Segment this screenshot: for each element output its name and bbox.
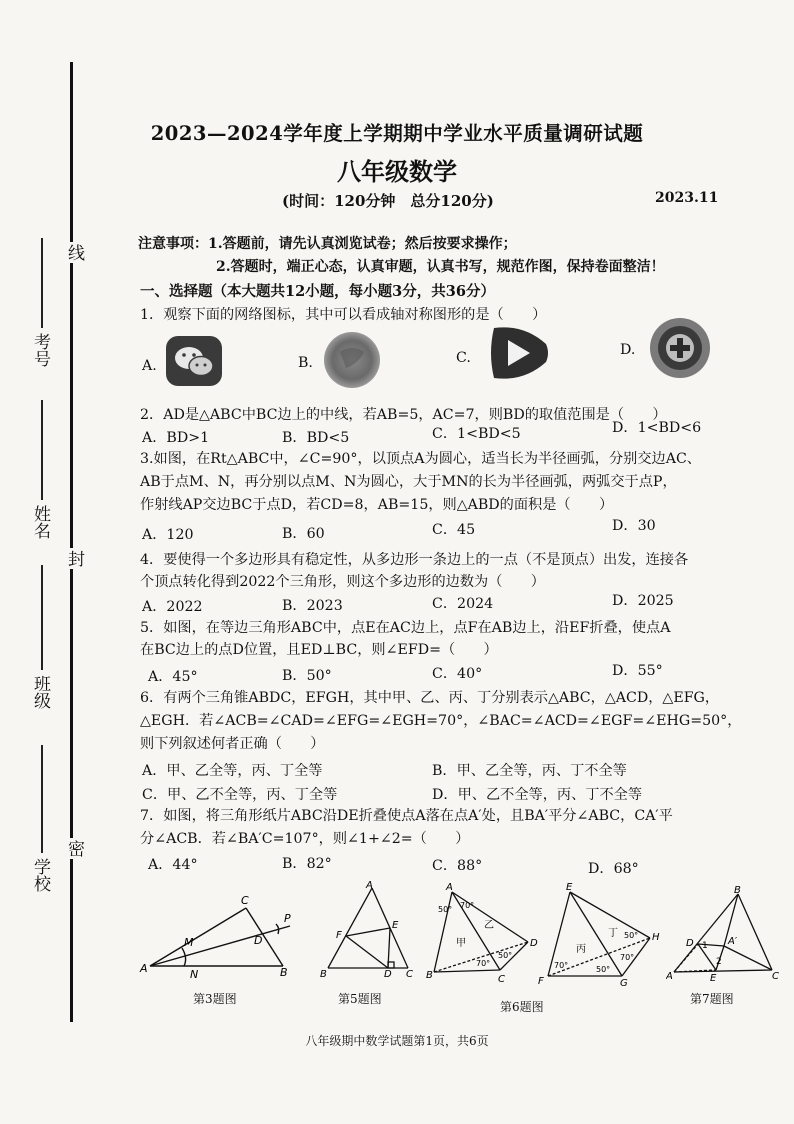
fig7-label-c: C: [772, 971, 779, 982]
page-footer: 八年级期中数学试题第1页，共6页: [305, 1034, 489, 1048]
section1-heading: 一、选择题（本大题共12小题，每小题3分，共36分）: [140, 283, 495, 300]
q1-stem: 1．观察下面的网络图标，其中可以看成轴对称图形的是（ ）: [140, 307, 547, 323]
fig3-caption: 第3题图: [193, 992, 237, 1006]
q1-option-c[interactable]: C.: [456, 350, 471, 366]
fig7-label-a: A: [666, 971, 673, 982]
q7-option-d[interactable]: D．68°: [588, 861, 639, 877]
exam-date: 2023.11: [655, 190, 719, 206]
name-label: 姓名: [30, 505, 50, 539]
fig7-label-a-prime: A′: [728, 936, 738, 947]
q4-line-1: 4．要使得一个多边形具有稳定性，从多边形一条边上的一点（不是顶点）出发，连接各: [140, 552, 689, 568]
q2-option-b[interactable]: B．BD<5: [282, 430, 350, 446]
fig6-caption: 第6题图: [500, 1000, 544, 1014]
fig6-label-d: D: [530, 938, 538, 949]
name-blank[interactable]: [41, 400, 43, 500]
q7-option-a[interactable]: A．44°: [148, 857, 198, 873]
q3-option-c[interactable]: C．45: [432, 522, 476, 538]
blurred-globe-icon: [322, 330, 382, 384]
fig3-label-a: A: [140, 962, 148, 975]
fig6-angle-6: 70°: [554, 961, 569, 970]
q1-option-d[interactable]: D.: [620, 342, 636, 358]
plus-circle-icon: [648, 316, 708, 370]
fig7-label-b: B: [734, 885, 741, 896]
fig6-label-bing: 丙: [576, 944, 586, 955]
q4-option-c[interactable]: C．2024: [432, 596, 494, 612]
fig6-angle-3: 70°: [476, 959, 491, 968]
q3-line-3: 作射线AP交边BC于点D，若CD=8，AB=15，则△ABD的面积是（ ）: [140, 497, 614, 513]
figure-6: [424, 880, 664, 988]
q6-option-c[interactable]: C．甲、乙不全等，丙、丁全等: [142, 787, 338, 803]
q5-option-b[interactable]: B．50°: [282, 668, 332, 684]
fig7-label-2: 2: [716, 957, 722, 967]
fig3-label-p: P: [284, 912, 291, 925]
fig7-label-d: D: [686, 938, 694, 949]
q3-line-2: AB于点M、N，再分别以点M、N为圆心，大于MN的长为半径画弧，两弧交于点P，: [140, 474, 677, 490]
school-label: 学校: [30, 858, 50, 892]
binding-line-char: 线: [62, 242, 87, 263]
q3-line-1: 3.如图，在Rt△ABC中，∠C=90°，以顶点A为圆心，适当长为半径画弧，分别交边AC、: [140, 451, 701, 467]
fig6-label-a: A: [446, 882, 453, 893]
figure-3: [138, 886, 298, 981]
q1-option-a[interactable]: A.: [142, 358, 157, 374]
q7-line-1: 7．如图，将三角形纸片ABC沿DE折叠使点A落在点A′处，且BA′平分∠ABC，CA′平: [140, 808, 673, 824]
q5-line-1: 5．如图，在等边三角形ABC中，点E在AC边上，点F在AB边上，沿EF折叠，使点A: [140, 620, 671, 636]
figure-5: [316, 880, 422, 980]
exam-no-blank[interactable]: [41, 238, 43, 328]
binding-border-line: [70, 62, 73, 1022]
q7-line-2: 分∠ACB．若∠BA′C=107°，则∠1+∠2=（ ）: [140, 831, 470, 847]
fig3-label-b: B: [280, 966, 288, 979]
wechat-icon: [164, 334, 224, 388]
q6-option-a[interactable]: A．甲、乙全等，丙、丁全等: [142, 763, 323, 779]
q5-option-a[interactable]: A．45°: [148, 669, 198, 685]
fig7-label-e: E: [710, 973, 717, 984]
fig6-label-ding: 丁: [608, 928, 618, 939]
fig3-label-c: C: [241, 894, 249, 907]
binding-mi-char: 密: [62, 838, 87, 859]
q2-option-c[interactable]: C．1<BD<5: [432, 426, 521, 442]
fig6-label-yi: 乙: [484, 920, 494, 931]
fig3-label-d: D: [254, 934, 263, 947]
q1-option-b[interactable]: B.: [298, 355, 313, 371]
q5-option-d[interactable]: D．55°: [612, 663, 663, 679]
fig3-label-m: M: [184, 936, 194, 949]
fig3-label-n: N: [190, 968, 199, 981]
q6-line-3: 则下列叙述何者正确（ ）: [140, 736, 325, 752]
exam-subtitle: 八年级数学: [337, 157, 457, 186]
notice-line-1: 注意事项：1.答题前，请先认真浏览试卷；然后按要求操作；: [138, 236, 517, 252]
time-info: (时间：120分钟 总分120分): [282, 192, 494, 210]
exam-no-label: 考号: [30, 333, 50, 367]
school-blank[interactable]: [41, 745, 43, 853]
binding-seal-char: 封: [62, 548, 87, 569]
fig6-angle-8: 70°: [620, 953, 635, 962]
fig6-label-b: B: [426, 970, 433, 981]
fig5-label-f: F: [336, 930, 342, 941]
q4-option-a[interactable]: A．2022: [142, 599, 203, 615]
q5-line-2: 在BC边上的点D位置，且ED⊥BC，则∠EFD=（ ）: [140, 642, 498, 658]
q2-option-a[interactable]: A．BD>1: [142, 430, 210, 446]
q4-line-2: 个顶点转化得到2022个三角形，则这个多边形的边数为（ ）: [140, 574, 545, 590]
fig6-label-c: C: [498, 974, 505, 985]
q6-line-1: 6．有两个三角锥ABDC，EFGH，其中甲、乙、丙、丁分别表示△ABC，△ACD，△EFG，: [140, 690, 720, 706]
figure-7: [666, 884, 782, 984]
q3-option-d[interactable]: D．30: [612, 518, 656, 534]
play-icon: [484, 322, 544, 376]
fig6-angle-1: 50°: [438, 905, 453, 914]
fig6-angle-5: 50°: [624, 931, 639, 940]
fig6-angle-2: 70°: [460, 901, 475, 910]
fig6-label-g: G: [620, 978, 628, 988]
q4-option-d[interactable]: D．2025: [612, 593, 674, 609]
fig5-label-e: E: [392, 920, 399, 931]
fig6-angle-7: 50°: [596, 965, 611, 974]
fig5-label-a: A: [366, 880, 373, 891]
fig6-label-h: H: [652, 932, 660, 943]
q2-option-d[interactable]: D．1<BD<6: [612, 420, 702, 436]
q4-option-b[interactable]: B．2023: [282, 598, 343, 614]
q7-option-c[interactable]: C．88°: [432, 858, 483, 874]
fig6-label-jia: 甲: [456, 938, 466, 949]
fig5-label-d: D: [384, 969, 392, 980]
q6-option-d[interactable]: D．甲、乙不全等，丙、丁不全等: [432, 787, 643, 803]
fig7-caption: 第7题图: [690, 992, 734, 1006]
q6-option-b[interactable]: B．甲、乙全等，丙、丁不全等: [432, 763, 627, 779]
q3-option-a[interactable]: A．120: [142, 527, 194, 543]
fig5-caption: 第5题图: [338, 992, 382, 1006]
fig6-angle-4: 50°: [498, 951, 513, 960]
q3-option-b[interactable]: B．60: [282, 526, 325, 542]
fig5-label-c: C: [406, 969, 413, 980]
exam-title: 2023—2024学年度上学期期中学业水平质量调研试题: [150, 122, 644, 145]
fig6-label-e: E: [566, 882, 573, 893]
class-blank[interactable]: [41, 565, 43, 670]
q7-option-b[interactable]: B．82°: [282, 856, 332, 872]
fig6-label-f: F: [538, 976, 544, 987]
q2-stem: 2．AD是△ABC中BC边上的中线，若AB=5，AC=7，则BD的取值范围是（ ）: [140, 407, 667, 423]
class-label: 班级: [30, 675, 50, 709]
fig7-label-1: 1: [702, 941, 708, 951]
notice-line-2: 2.答题时，端正心态，认真审题，认真书写，规范作图，保持卷面整洁！: [216, 259, 665, 275]
q6-line-2: △EGH．若∠ACB=∠CAD=∠EFG=∠EGH=70°，∠BAC=∠ACD=∠EGF=∠EHG=50°，: [140, 713, 742, 729]
q5-option-c[interactable]: C．40°: [432, 666, 483, 682]
fig5-label-b: B: [320, 969, 327, 980]
